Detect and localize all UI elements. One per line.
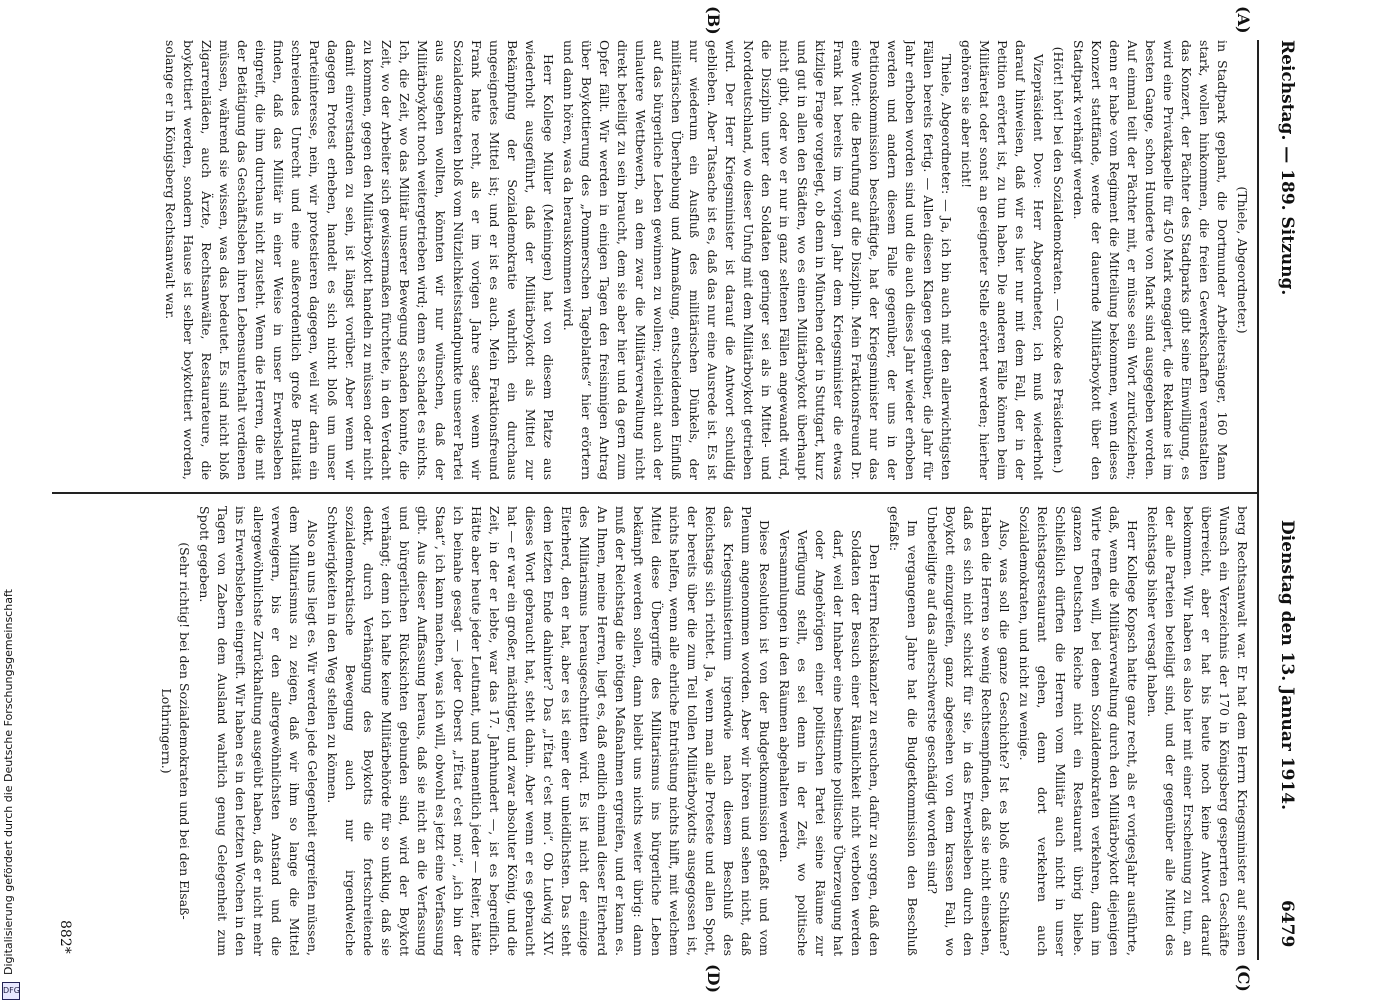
paragraph: Herr Kollege Kopsch hatte ganz recht, als er vorigesJahr ausführte, daß, wenn die Militärverwaltung durch den Militärboykott diejenigen Wirte treffen will, bei denen Sozialdemokraten verkehren, dann im ganzen Deutschen Reiche nicht ein Restaurant übrig bliebe. Schließlich dürften die Herren vom Militär auch nicht in unser Reichstagsrestaurant gehen, denn dort verkehren auch Sozialdemokraten, und nicht zu wenige. — [1017, 506, 1140, 956]
header-rule — [1257, 40, 1259, 960]
page-number: 6479 — [1277, 900, 1297, 948]
paragraph: berg Rechtsanwalt war. Er hat dem Herrn Kriegsminister auf seinen Wunsch ein Verzeichnis der 170 in Königsberg gesperrten Geschäfte überreicht, aber er hat bis heute noch keine Antwort darauf bekommen. Wir haben es also hier mit einer Erscheinung zu tun, an der alle Parteien beteiligt sind, und der gegenüber alle Mittel des Reichstags bisher versagt haben. — [1145, 506, 1250, 956]
paragraph: Also, was soll die ganze Geschichte? Ist es bloß eine Schikane? Haben die Herren so wenig Rechtsempfinden, daß sie nicht einsehen, daß es sich nicht schickt für sie, in das Erwerbsleben durch den Boykott einzugreifen, ganz abgesehen von dem krassen Fall, wo Unbeteiligte auf das allerschwerste geschädigt worden sind? — [925, 506, 1012, 956]
paragraph: (Hört! hört! bei den Sozialdemokraten. — Glocke des Präsidenten.) — [1051, 46, 1066, 474]
paragraph: Vizepräsident Dove: Herr Abgeordneter, ich muß wiederholt darauf hinweisen, daß wir es hier nur mit dem Fall, der in der Petition erörtert ist, zu tun haben. Die anderen Fälle können beim Militäretat oder sonst an geeigneter Stelle erörtert werden; hierher gehören sie aber nicht! — [959, 40, 1046, 480]
paragraph: Thiele, Abgeordneter: — Ja, ich bin auch mit den allerwichtigsten Fällen bereits fertig. — Allen diesen Klagen gegenüber, die Jahr für Jahr erhoben worden sind und die auch dieses Jahr wieder erhoben werden und andern diesem Falle gegenüber, der uns in der Petitionskommission beschäftigte, hat der Kriegsminister nur das eine Wort: die Berufung auf die Disziplin. Mein Fraktionsfreund Dr. Frank hat bereits im vorigen Jahr dem Kriegsminister die etwas kitzlige Frage vorgelegt, ob denn in München oder in Stuttgart, kurz und gut in allen den Städten, wo es einen Militärboykott überhaupt nicht gibt, oder wo er nur in ganz seltenen Fällen angewandt wird, die Disziplin unter den Soldaten geringer sei als in Mittel- und Norddeutschland, wo dieser Unfug mit dem Militärboykott getrieben wird. Der Herr Kriegsminister ist darauf die Antwort schuldig geblieben. Aber Tatsache ist es, daß das nur eine Ausrede ist. Es ist nur wiederum ein Ausfluß des militärischen Dünkels, der militärischen Überhebung und Anmaßung, entscheidenden Einfluß auf das bürgerliche Leben gewinnen zu wollen; vielleicht auch der unlautere Wettbewerb, an dem zwar die Militärverwaltung nicht direkt beteiligt zu sein braucht, dem sie aber hier und da gern zum Opfer fällt. Wir werden in einigen Tagen den freisinnigen Antrag über Boykottierung des „Pommerschen Tageblattes“ hier erörtern und dann hören, was da herauskommen wird. — [561, 40, 954, 480]
paragraph: Also an uns liegt es. Wir werden jede Gelegenheit ergreifen müssen, dem Militarismus zu zeigen, daß wir ihm so lange die Mittel verweigern, bis er den allergewöhnlichsten Anstand und die allergewöhnlichste Zurückhaltung ausgeübt haben, daß er nicht mehr ins Erwerbsleben eingreift. Wir haben es in den letzten Wochen in den Tagen von Zabern dem Ausland wahrlich genug Gelegenheit zum Spott gegeben. — [197, 506, 320, 956]
paragraph: Diese Resolution ist von der Budgetkommission gefaßt und vom Plenum angenommen worden. Aber wir hören und sehen nicht, daß das Kriegsministerium irgendwie nach diesem Beschluß des Reichstags sich richtet. Ja, wenn man alle Proteste und allen Spott, der bereits über die zum Teil tollen Militärboykotts ausgegossen ist, nichts helfen, wenn alle ehrliche Entrüstung nichts hilft, mit welchem Mittel diese Übergriffe des Militarismus ins bürgerliche Leben bekämpft werden sollen, dann bleibt uns nichts weiter übrig: dann muß der Reichstag die nötigen Maßnahmen ergreifen, und er kann es. An Ihnen, meine Herren, liegt es, daß endlich einmal dieser Eiterherd des Militarismus herausgeschnitten wird. Es ist nicht der einzige Eiterherd, den er hat, aber es ist einer der unleidlichsten. Das steht dem letzten Ende dahinter? Das „l'État c'est moi“. Ob Ludwig XIV. dieses Wort gebraucht hat, steht dahin. Aber wenn er es gebraucht hat — er war ein großer, mächtiger, und zwar absoluter König, und die Zeit, in der er lebte, war das 17. Jahrhundert —, ist es begreiflich. Hätte aber heute jeder Leutnant, und namentlich jeder — Reiter, hätte ich beinahe gesagt — jeder Oberst „l'État c'est moi“, „ich bin der Staat“, ich kann machen, was ich will, obwohl es jetzt eine Verfassung gibt. Aus dieser Auffassung heraus, daß sie nicht an die Verfassung und bürgerlichen Rücksichten gebunden sind, wird der Boykott verhängt; denn ich halte keine Militärbehörde für so unklug, daß sie denkt, durch Verhängung des Boykotts die fortschreitende sozialdemokratische Bewegung auch nur irgendwelche Schwierigkeiten in den Weg stellen zu können. — [325, 506, 772, 956]
funding-note: Digitalisierung gefördert durch die Deutsche Forschungsgemeinschaft — [2, 589, 15, 975]
quoted-resolution: Den Herrn Reichskanzler zu ersuchen, dafür zu sorgen, daß den Soldaten der Besuch einer Räumlichkeit nicht verboten werden darf, weil der Inhaber eine bestimmte politische Überzeugung hat oder Angehörigen einer politischen Partei seine Räume zur Verfügung stellt, es sei denn in der Zeit, wo politische Versammlungen in den Räumen abgehalten werden. — [777, 530, 882, 956]
marker-a: (A) — [1234, 6, 1253, 34]
header-left: Reichstag. — 189. Sitzung. — [1277, 40, 1297, 296]
paragraph: Herr Kollege Müller (Meiningen) hat von diesem Platze aus wiederholt ausgeführt, daß der Militärboykott als Mittel zur Bekämpfung der Sozialdemokratie wahrlich ein durchaus ungeeignetes Mittel ist; und er ist es auch. Mein Fraktionsfreund Frank hatte recht, als er im vorigen Jahre sagte: wenn wir Sozialdemokraten bloß vom Nützlichkeitsstandpunkte unserer Partei aus ausgehen wollten, könnten wir nur wünschen, daß der Militärboykott noch weitergetrieben wird; denn es schadet es nichts. Ich, die Zeit, wo das Militär unserer Bewegung schaden konnte, die Zeit, wo der Arbeiter sich gewissermaßen fürchtete, in den Verdacht zu kommen, gegen den Militärboykott handeln zu müssen oder nicht damit einverstanden zu sein, ist längst vorüber. Aber wenn wir dagegen Protest erheben, handelt es sich nicht bloß um unser Parteiinteresse, nein, wir protestieren dagegen, weil wir darin ein schreiendes Unrecht und eine außerordentlich große Brutalität finden, daß das Militär in einer Weise in unser Erwerbsleben eingreift, die ihm durchaus nicht zusteht. Wenn die Herren, die mit der Betätigung das Geschäftsleben ihren Lebensunterhalt verdienen müssen, während sie wissen, was das bedeutet. Es sind nicht bloß Zigarrenläden, auch Ärzte, Rechtsanwälte, Restaurateure, die boykottiert werden, sondern Hause ist selber boykottiert worden, solange er in Königsberg Rechtsanwalt war. — [163, 40, 556, 480]
right-column — [101, 506, 1251, 956]
left-column — [51, 40, 1251, 480]
marker-c: (C) — [1234, 964, 1253, 992]
paragraph: (Sehr richtig! bei den Sozialdemokraten und bei den Elsaß-Lothringern.) — [159, 542, 192, 920]
column-divider — [52, 492, 1257, 494]
marker-b: (B) — [704, 6, 723, 35]
signature-mark: 882* — [57, 920, 73, 954]
paragraph: in Stadtpark geplant, die Dortmunder Arbeitersänger, 160 Mann stark, wollen hinkommen, die freien Gewerkschaften veranstalten das Konzert, der Pächter des Stadtparks gibt seine Einwilligung, es wird eine Privatkapelle für 450 Mark engagiert, die Reklame ist im besten Gange, schon Hunderte von Mark sind ausgegeben worden. Auf einmal teilt der Pächter mit, er müsse sein Wort zurückziehen; denn er habe vom Regiment die Mitteilung bekommen, wenn dieses Konzert stattfände, werde der dauernde Militärboykott über den Stadtpark verhängt werden. — [1071, 40, 1230, 480]
marker-d: (D) — [704, 964, 723, 994]
dfg-logo: DFG — [2, 982, 20, 1000]
header-right: Dienstag den 13. Januar 1914. — [1277, 520, 1297, 810]
paragraph: Im vergangenen Jahre hat die Budgetkommission den Beschluß gefaßt: — [887, 506, 920, 956]
paragraph: (Thiele, Abgeordneter.) — [1235, 186, 1250, 334]
